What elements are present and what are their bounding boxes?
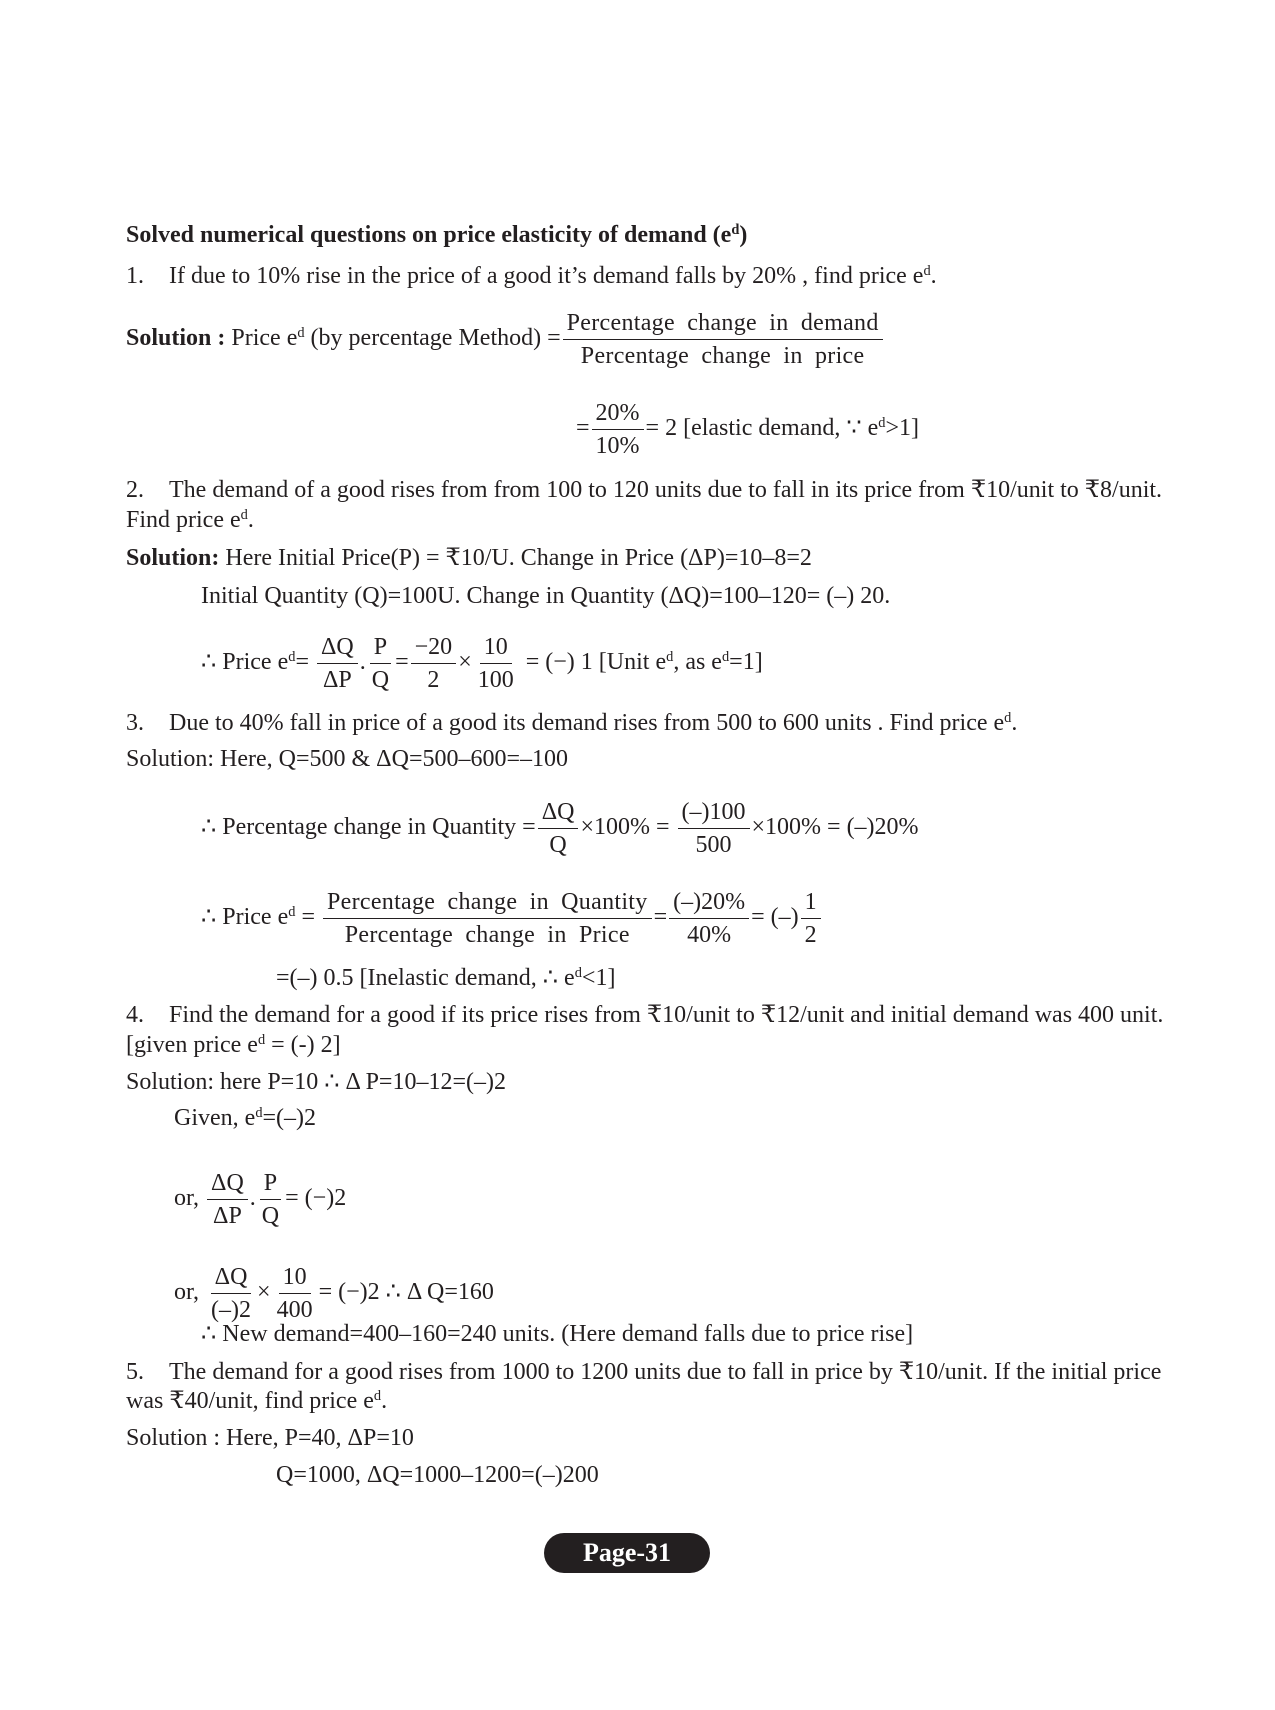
q5-solution: Solution : Here, P=40, ΔP=10	[126, 1425, 414, 1451]
fraction-20-10: $\frac{20\%}{10\%}$	[592, 398, 644, 461]
question-2: 2. The demand of a good rises from from 100 to 120 units due to fall in its price from ₹10/unit to ₹8/unit.	[126, 477, 1163, 503]
question-5: 5. The demand for a good rises from 1000 to 1200 units due to fall in price by ₹10/unit. If the initial price	[126, 1359, 1162, 1385]
page-number-badge: Page-31	[544, 1533, 710, 1573]
q4-step1: or, $\frac{\Delta Q}{\Delta P}$ . $\frac{P}{Q}$ = (−)2	[174, 1170, 347, 1229]
fraction-dq-minus2: $\frac{\Delta Q}{(-)2}$	[211, 1264, 252, 1323]
q3-solution: Solution: Here, Q=500 & ΔQ=500–600=–100	[126, 746, 569, 772]
question-2-line2: Find price $e^d$.	[126, 507, 254, 533]
fraction-dq-dp: $\frac{\Delta Q}{\Delta P}$	[207, 1168, 248, 1231]
q2-solution: Solution: Here Initial Price(P) = ₹10/U. Change in Price (ΔP)=10–8=2	[126, 545, 812, 571]
q5-solution-line2: Q=1000, ΔQ=1000–1200=(–)200	[276, 1462, 599, 1488]
fraction-1-2: $\frac{1}{2}$	[801, 887, 821, 950]
q2-calculation: ∴ Price $e^d=$ $\frac{\Delta Q}{\Delta P}$ . $\frac{P}{Q}$ = $\frac{-20}{2}$ × $\frac{10}{100}$ = (−) 1 [Unit $e^d$, as $e^d=1$]	[201, 634, 763, 693]
q3-price-elasticity: ∴ Price $e^d$ = Percentage change in Quantity Percentage change in Price = $\frac{(-)20\%}{40\%}$ = (–) $\frac{1}{2}$	[201, 887, 823, 950]
fraction-10-100: $\frac{10}{100}$	[477, 634, 514, 693]
q1-result: = $\frac{20\%}{10\%}$ = 2 [elastic demand, ∵ $e^d>1$]	[576, 400, 920, 459]
section-heading: Solved numerical questions on price elasticity of demand $(e^d)$	[126, 222, 748, 248]
question-5-line2: was ₹40/unit, find price $e^d$.	[126, 1388, 388, 1414]
q4-given: Given, $e^d=(-)2$	[174, 1105, 317, 1131]
fraction-10-400: $\frac{10}{400}$	[276, 1264, 313, 1323]
q4-step2: or, $\frac{\Delta Q}{(-)2}$ × $\frac{10}{400}$ = (−)2 ∴ Δ Q=160	[174, 1264, 494, 1323]
fraction-minus100-500: $\frac{(-)100}{500}$	[678, 797, 750, 860]
fraction-20-40: $\frac{(-)20\%}{40\%}$	[669, 887, 749, 950]
question-3: 3. Due to 40% fall in price of a good its demand rises from 500 to 600 units . Find price $e^d$.	[126, 710, 1018, 736]
q3-inelastic: =(–) 0.5 [Inelastic demand, ∴ $e^d<1$]	[276, 965, 616, 991]
fraction-dq-q: $\frac{\Delta Q}{Q}$	[538, 797, 579, 860]
fraction-percentage-quantity-price: Percentage change in Quantity Percentage change in Price	[323, 887, 652, 950]
fraction-percentage-method: Percentage change in demand Percentage change in price	[563, 308, 883, 371]
fraction-p-q: $\frac{P}{Q}$	[258, 1168, 283, 1231]
question-4-line2: [given price $e^d$ = (-) 2]	[126, 1032, 341, 1058]
q3-percentage-change: ∴ Percentage change in Quantity = $\frac{\Delta Q}{Q}$ ×100% = $\frac{(-)100}{500}$ ×100% = (–)20%	[201, 799, 919, 858]
fraction-p-q: $\frac{P}{Q}$	[368, 632, 393, 695]
q1-solution-formula: Solution : Price $e^d$ (by percentage Method) = Percentage change in demand Percentage change in price	[126, 308, 885, 371]
q4-solution: Solution: here P=10 ∴ Δ P=10–12=(–)2	[126, 1069, 506, 1095]
question-4: 4. Find the demand for a good if its price rises from ₹10/unit to ₹12/unit and initial demand was 400 unit.	[126, 1002, 1164, 1028]
q2-solution-line2: Initial Quantity (Q)=100U. Change in Quantity (ΔQ)=100–120= (–) 20.	[201, 583, 891, 609]
fraction-dq-dp: $\frac{\Delta Q}{\Delta P}$	[317, 632, 358, 695]
fraction-minus20-2: $\frac{-20}{2}$	[411, 632, 457, 695]
q4-new-demand: ∴ New demand=400–160=240 units. (Here demand falls due to price rise]	[201, 1321, 914, 1347]
question-1: 1. If due to 10% rise in the price of a good it’s demand falls by 20% , find price $e^d$.	[126, 263, 937, 289]
